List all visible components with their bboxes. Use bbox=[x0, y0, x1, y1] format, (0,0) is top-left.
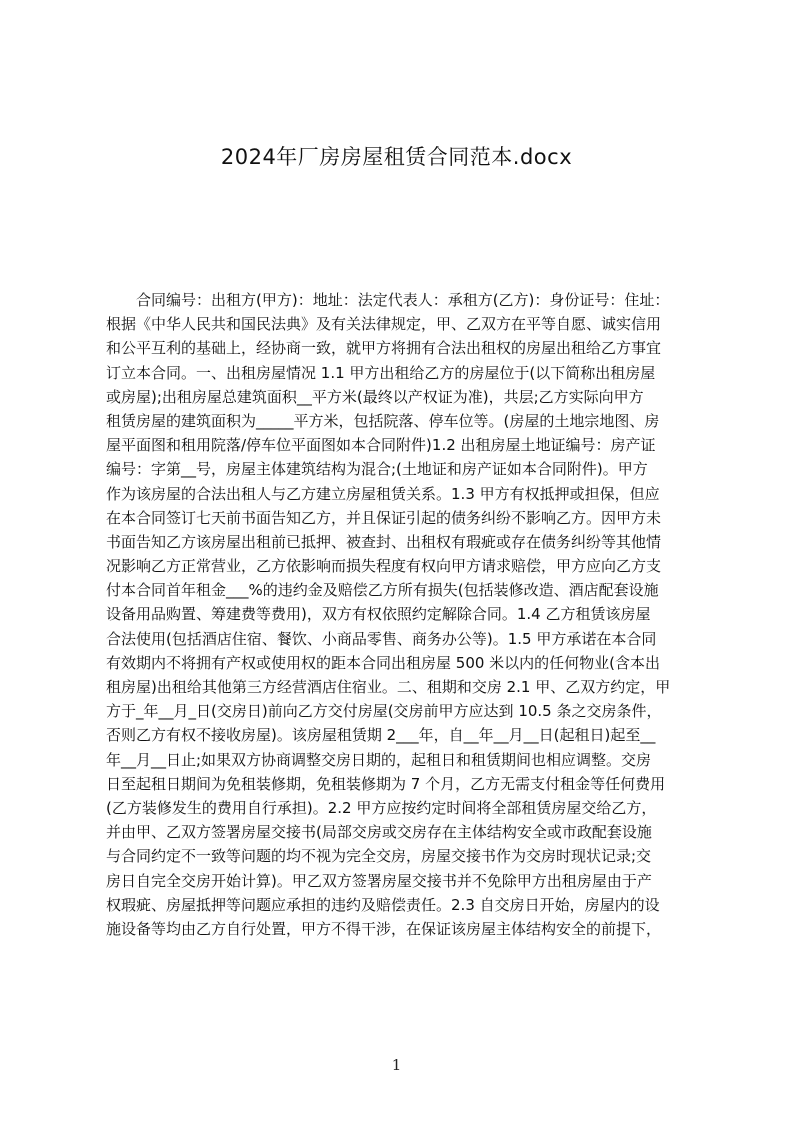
body-line-2: 根据《中华人民共和国民法典》及有关法律规定，甲、乙双方在平等自愿、诚实信用 bbox=[106, 315, 662, 334]
body-line-13: 付本合同首年租金___%的违约金及赔偿乙方所有损失(包括装修改造、酒店配套设施 bbox=[106, 581, 659, 600]
body-line-14: 设备用品购置、筹建费等费用)，双方有权依照约定解除合同。1.4 乙方租赁该房屋 bbox=[106, 605, 651, 624]
body-line-4: 订立本合同。一、出租房屋情况 1.1 甲方出租给乙方的房屋位于(以下简称出租房屋 bbox=[106, 363, 656, 382]
body-line-16: 有效期内不将拥有产权或使用权的距本合同出租房屋 500 米以内的任何物业(含本出 bbox=[106, 653, 661, 672]
body-line-23: 并由甲、乙双方签署房屋交接书(局部交房或交房存在主体结构安全或市政配套设施 bbox=[106, 823, 652, 842]
body-line-3: 和公平互利的基础上，经协商一致，就甲方将拥有合法出租权的房屋出租给乙方事宜 bbox=[106, 339, 662, 358]
body-line-10: 在本合同签订七天前书面告知乙方，并且保证引起的债务纠纷不影响乙方。因甲方未 bbox=[106, 508, 662, 527]
body-line-27: 施设备等均由乙方自行处置，甲方不得干涉，在保证该房屋主体结构安全的前提下， bbox=[106, 919, 662, 938]
body-line-17: 租房屋)出租给其他第三方经营酒店住宿业。二、租期和交房 2.1 甲、乙双方约定，甲 bbox=[106, 678, 671, 696]
body-line-25: 房日自完全交房开始计算)。甲乙双方签署房屋交接书并不免除甲方出租房屋由于产 bbox=[106, 871, 652, 890]
body-line-1: 合同编号：出租方(甲方)：地址：法定代表人：承租方(乙方)：身份证号：住址： bbox=[106, 291, 670, 309]
body-line-18: 方于_年__月_日(交房日)前向乙方交付房屋(交房前甲方应达到 10.5 条之交房条件， bbox=[106, 702, 662, 721]
body-line-22: (乙方装修发生的费用自行承担)。2.2 甲方应按约定时间将全部租赁房屋交给乙方， bbox=[106, 798, 657, 817]
body-line-24: 与合同约定不一致等问题的均不视为完全交房，房屋交接书作为交房时现状记录;交 bbox=[106, 847, 652, 866]
body-line-20: 年__月__日止;如果双方协商调整交房日期的，起租日和租赁期间也相应调整。交房 bbox=[106, 750, 652, 769]
body-line-6: 租赁房屋的建筑面积为_____平方米，包括院落、停车位等。(房屋的土地宗地图、房 bbox=[106, 411, 660, 430]
body-line-19: 否则乙方有权不接收房屋)。该房屋租赁期 2___年，自__年__月__日(起租日)起至__ bbox=[106, 726, 656, 745]
document-title: 2024年厂房房屋租赁合同范本.docx bbox=[220, 145, 573, 169]
body-line-15: 合法使用(包括酒店住宿、餐饮、小商品零售、商务办公等)。1.5 甲方承诺在本合同 bbox=[106, 629, 657, 648]
body-line-8: 编号：字第__号，房屋主体建筑结构为混合;(土地证和房产证如本合同附件)。甲方 bbox=[106, 460, 648, 479]
contract-body bbox=[106, 288, 714, 941]
body-line-7: 屋平面图和租用院落/停车位平面图如本合同附件)1.2 出租房屋土地证编号：房产证 bbox=[106, 436, 656, 455]
body-line-11: 书面告知乙方该房屋出租前已抵押、被查封、出租权有瑕疵或存在债务纠纷等其他情 bbox=[106, 532, 662, 551]
body-line-12: 况影响乙方正常营业，乙方依影响而损失程度有权向甲方请求赔偿，甲方应向乙方支 bbox=[106, 557, 662, 576]
body-line-21: 日至起租日期间为免租装修期，免租装修期为 7 个月，乙方无需支付租金等任何费用 bbox=[106, 774, 666, 793]
body-line-26: 权瑕疵、房屋抵押等问题应承担的违约及赔偿责任。2.3 自交房日开始，房屋内的设 bbox=[106, 895, 660, 914]
page-number: 1 bbox=[391, 1056, 402, 1074]
body-line-9: 作为该房屋的合法出租人与乙方建立房屋租赁关系。1.3 甲方有权抵押或担保，但应 bbox=[106, 484, 660, 503]
body-line-5: 或房屋);出租房屋总建筑面积__平方米(最终以产权证为准)，共层;乙方实际向甲方 bbox=[106, 387, 644, 406]
